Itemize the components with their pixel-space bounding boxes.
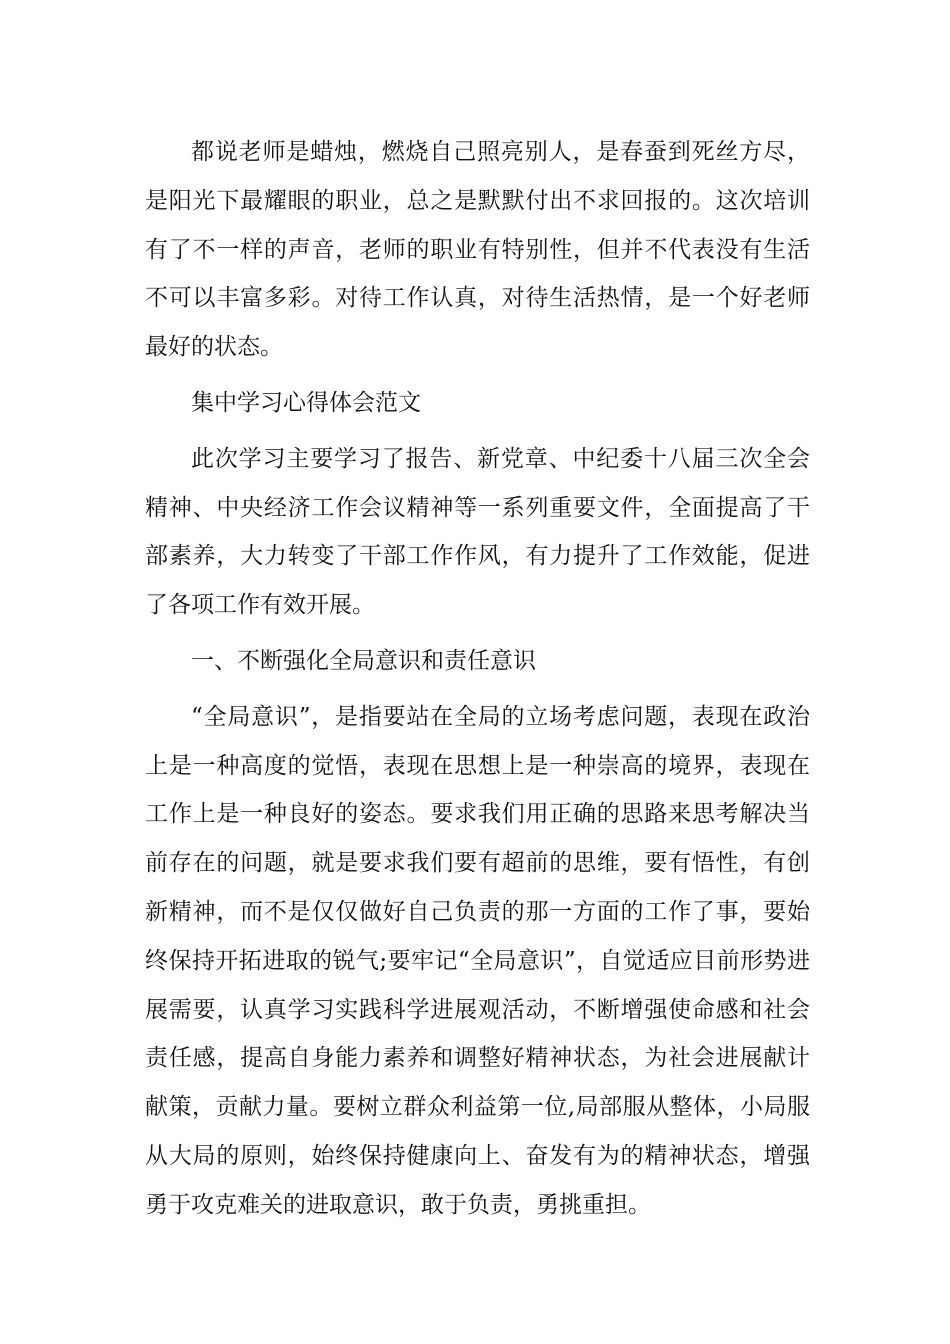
document-body [145, 128, 810, 1237]
subheading-overall-awareness: 一、不断强化全局意识和责任意识 [191, 647, 536, 674]
paragraph-teacher: 都说老师是蜡烛，燃烧自己照亮别人，是春蚕到死丝方尽，是阳光下最耀眼的职业，总之是默默付出不求回报的。这次培训有了不一样的声音，老师的职业有特别性，但并不代表没有生活不可以丰富多彩。对待工作认真，对待生活热情，是一个好老师最好的状态。 [145, 139, 810, 361]
section-title: 集中学习心得体会范文 [191, 389, 421, 416]
paragraph-study-intro: 此次学习主要学习了报告、新党章、中纪委十八届三次全会精神、中央经济工作会议精神等一系列重要文件，全面提高了干部素养，大力转变了干部工作作风，有力提升了工作效能，促进了各项工作有效开展。 [145, 445, 810, 619]
paragraph-overall-awareness: “全局意识”，是指要站在全局的立场考虑问题，表现在政治上是一种高度的觉悟，表现在思想上是一种崇高的境界，表现在工作上是一种良好的姿态。要求我们用正确的思路来思考解决当前存在的问题，就是要求我们要有超前的思维，要有悟性，有创新精神，而不是仅仅做好自己负责的那一方面的工作了事，要始终保持开拓进取的锐气;要牢记“全局意识”，自觉适应目前形势进展需要，认真学习实践科学进展观活动，不断增强使命感和社会责任感，提高自身能力素养和调整好精神状态，为社会进展献计献策，贡献力量。要树立群众利益第一位,局部服从整体，小局服从大局的原则，始终保持健康向上、奋发有为的精神状态，增强勇于攻克难关的进取意识，敢于负责，勇挑重担。 [145, 703, 810, 1218]
